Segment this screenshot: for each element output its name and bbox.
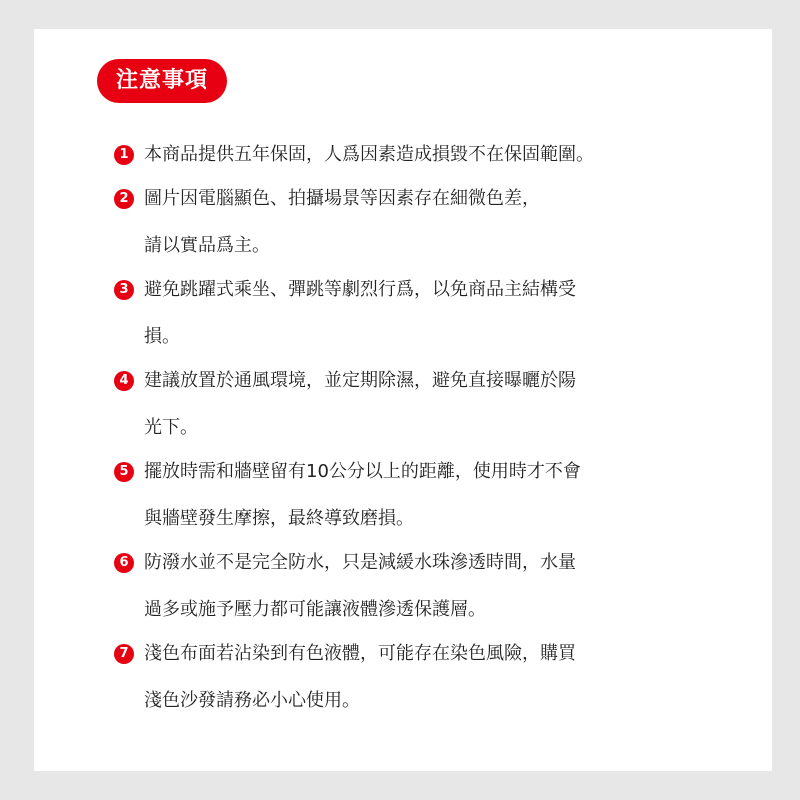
note-text: 圖片因電腦顯色、拍攝場景等因素存在細微色差，	[144, 188, 540, 209]
number-badge: 3	[114, 280, 134, 300]
note-text: 避免跳躍式乘坐、彈跳等劇烈行爲，以免商品主結構受	[144, 279, 576, 300]
note-text: 擺放時需和牆壁留有10公分以上的距離，使用時才不會	[144, 461, 581, 482]
notice-card	[34, 29, 772, 771]
list-item	[114, 131, 754, 178]
notes-list	[114, 131, 754, 724]
note-text: 建議放置於通風環境，並定期除濕，避免直接曝曬於陽	[144, 370, 576, 391]
note-text: 與牆壁發生摩擦，最終導致磨損。	[144, 508, 414, 529]
number-badge: 4	[114, 371, 134, 391]
list-item	[114, 266, 754, 360]
number-badge: 7	[114, 644, 134, 664]
number-badge: 2	[114, 189, 134, 209]
list-item	[114, 448, 754, 542]
note-text: 本商品提供五年保固，人爲因素造成損毀不在保固範圍。	[144, 144, 594, 165]
list-item	[114, 175, 754, 269]
note-text: 防潑水並不是完全防水，只是減緩水珠滲透時間，水量	[144, 552, 576, 573]
note-text: 光下。	[144, 417, 198, 438]
note-text: 淺色沙發請務必小心使用。	[144, 690, 360, 711]
page-title: 注意事項	[97, 59, 227, 103]
note-text: 淺色布面若沾染到有色液體，可能存在染色風險，購買	[144, 643, 576, 664]
list-item	[114, 357, 754, 451]
number-badge: 1	[114, 145, 134, 165]
list-item	[114, 630, 754, 724]
number-badge: 5	[114, 462, 134, 482]
note-text: 請以實品爲主。	[144, 235, 270, 256]
list-item	[114, 539, 754, 633]
note-text: 過多或施予壓力都可能讓液體滲透保護層。	[144, 599, 486, 620]
number-badge: 6	[114, 553, 134, 573]
note-text: 損。	[144, 326, 180, 347]
